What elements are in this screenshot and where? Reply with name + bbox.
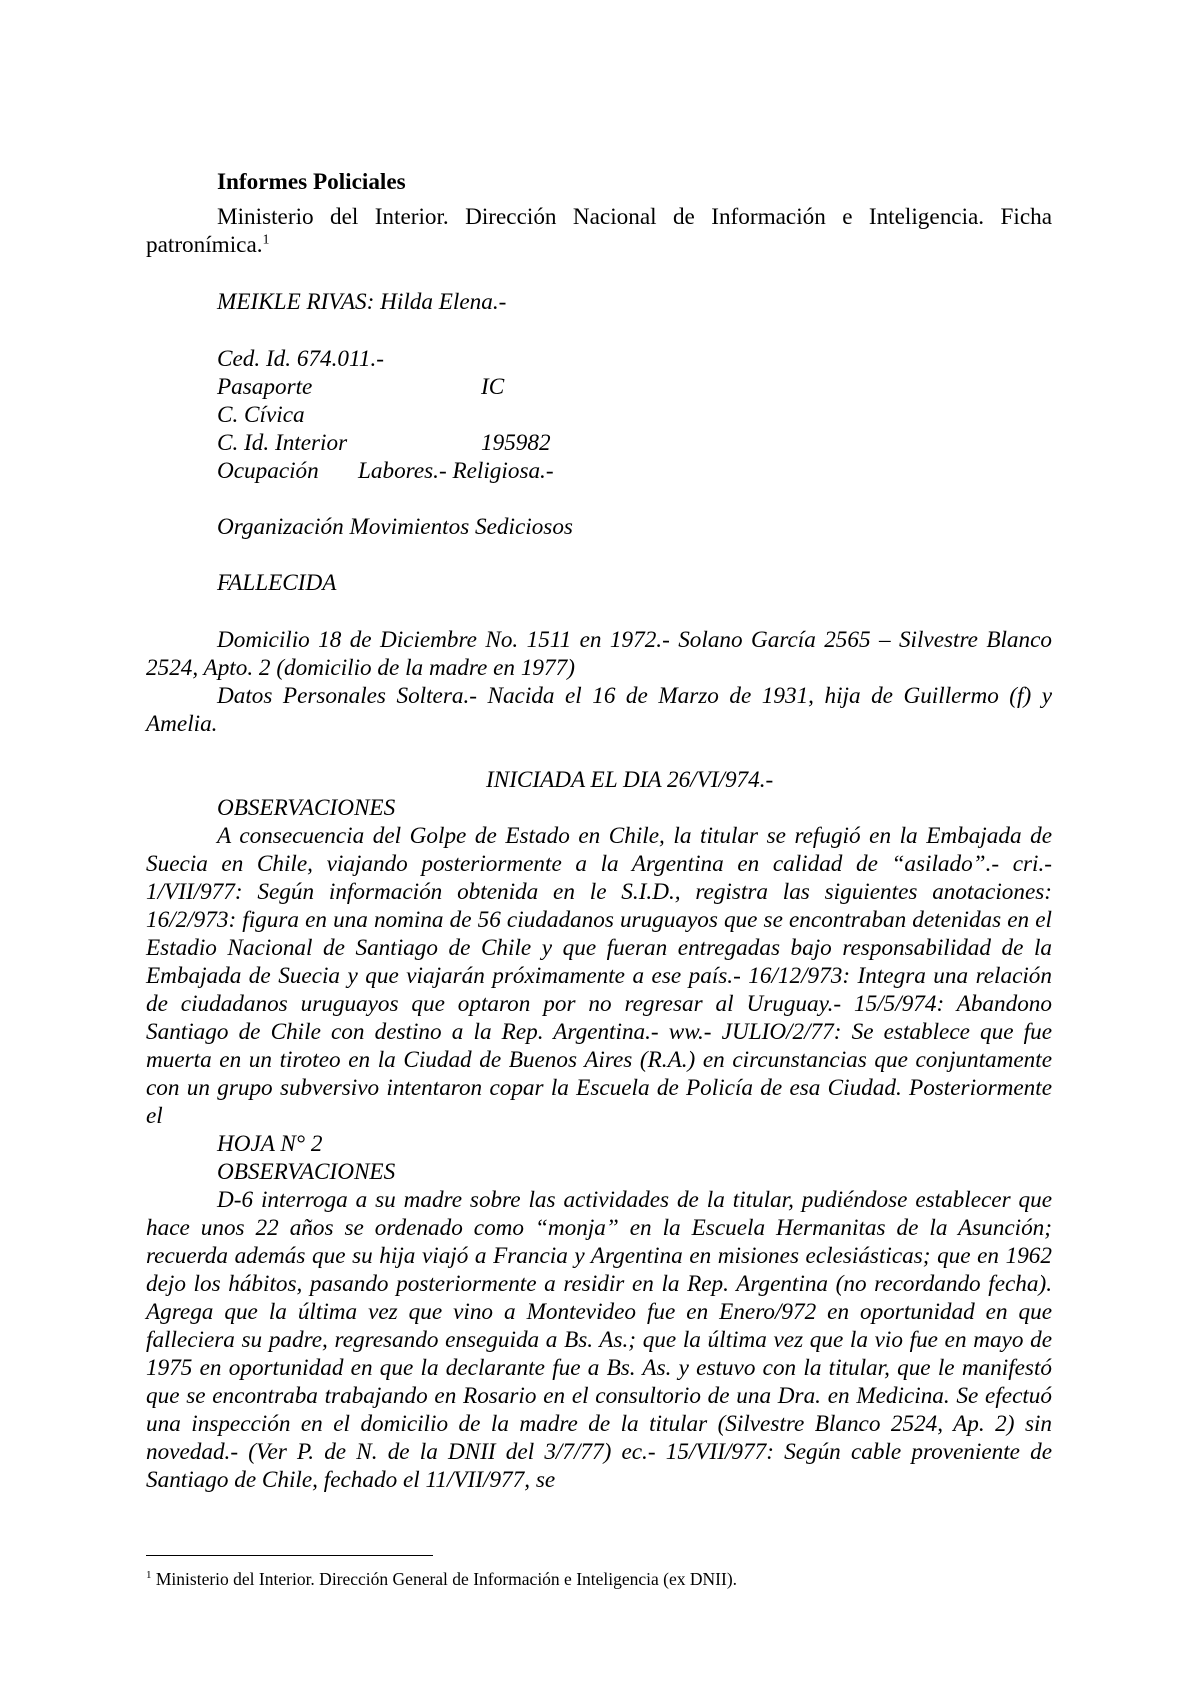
- c-civica-label: C. Cívica: [217, 402, 305, 428]
- hoja-line: HOJA N° 2: [217, 1131, 323, 1157]
- subject-name: MEIKLE RIVAS: Hilda Elena.-: [217, 289, 507, 315]
- iniciada-line: INICIADA EL DIA 26/VI/974.-: [486, 767, 774, 793]
- datos-personales-paragraph: Datos Personales Soltera.- Nacida el 16 de Marzo de 1931, hija de Guillermo (f) y Amelia.: [146, 683, 1052, 737]
- domicilio-paragraph: Domicilio 18 de Diciembre No. 1511 en 1972.- Solano García 2565 – Silvestre Blanco 2524, Apto. 2 (domicilio de la madre en 1977): [146, 627, 1052, 681]
- id-block: [146, 345, 1052, 485]
- observaciones-text-2: D-6 interroga a su madre sobre las actividades de la titular, pudiéndose establecer que hace unos 22 años se ordenado como “monja” en la Escuela Hermanitas de la Asunción; recuerda además que su hija viajó a Francia y Argentina en misiones eclesiásticas; que en 1962 dejo los hábitos, pasando posteriormente a residir en la Rep. Argentina (no recordando fecha). Agrega que la última vez que vino a Montevideo fue en Enero/972 en oportunidad en que falleciera su padre, regresando enseguida a Bs. As.; que la última vez que la vio fue en mayo de 1975 en oportunidad en que la declarante fue a Bs. As. y estuvo con la titular, que le manifestó que se encontraba trabajando en Rosario en el consultorio de una Dra. en Medicina. Se efectuó una inspección en el domicilio de la madre de la titular (Silvestre Blanco 2524, Ap. 2) sin novedad.- (Ver P. de N. de la DNII del 3/7/77) ec.- 15/VII/977: Según cable proveniente de Santiago de Chile, fechado el 11/VII/977, se: [146, 1187, 1052, 1493]
- document-body: [146, 168, 1052, 1494]
- intro-paragraph: [146, 203, 1052, 259]
- ocupacion-label: Ocupación: [217, 458, 319, 484]
- ced-id-line: Ced. Id. 674.011.-: [217, 346, 385, 372]
- pasaporte-value: IC: [481, 374, 505, 400]
- c-id-interior-label: C. Id. Interior: [217, 430, 348, 456]
- ocupacion-row: [217, 457, 1052, 485]
- c-id-interior-row: [217, 429, 1052, 457]
- observaciones-text-1: A consecuencia del Golpe de Estado en Chile, la titular se refugió en la Embajada de Suecia en Chile, viajando posteriormente a la Argentina en calidad de “asilado”.- cri.- 1/VII/977: Según información obtenida en le S.I.D., registra las siguientes anotaciones: 16/2/973: figura en una nomina de 56 ciudadanos uruguayos que se encontraban detenidas en el Estadio Nacional de Santiago de Chile y que fueran entregadas bajo responsabilidad de la Embajada de Suecia y que viajarán próximamente a ese país.- 16/12/973: Integra una relación de ciudadanos uruguayos que optaron por no regresar al Uruguay.- 15/5/974: Abandono Santiago de Chile con destino a la Rep. Argentina.- ww.- JULIO/2/77: Se establece que fue muerta en un tiroteo en la Ciudad de Buenos Aires (R.A.) en circunstancias que conjuntamente con un grupo subversivo intentaron copar la Escuela de Policía de esa Ciudad. Posteriormente el: [146, 823, 1052, 1129]
- observaciones-heading-1: OBSERVACIONES: [217, 795, 396, 821]
- footnote-separator: [146, 1555, 433, 1556]
- section-title: Informes Policiales: [217, 169, 406, 195]
- footnote-text: Ministerio del Interior. Dirección General de Información e Inteligencia (ex DNII).: [155, 1569, 738, 1589]
- observaciones-heading-2: OBSERVACIONES: [217, 1159, 396, 1185]
- pasaporte-label: Pasaporte: [217, 374, 313, 400]
- status-line: FALLECIDA: [217, 570, 337, 596]
- ocupacion-value: Labores.- Religiosa.-: [358, 458, 554, 484]
- pasaporte-row: [217, 373, 1052, 401]
- footnote-ref: 1: [262, 232, 270, 248]
- intro-text: Ministerio del Interior. Dirección Nacional de Información e Inteligencia. Ficha patronímica.: [146, 204, 1052, 258]
- footnote: [146, 1568, 1052, 1590]
- c-id-interior-value: 195982: [481, 430, 551, 456]
- organizacion-line: Organización Movimientos Sediciosos: [217, 514, 573, 540]
- footnote-number: 1: [146, 1569, 152, 1582]
